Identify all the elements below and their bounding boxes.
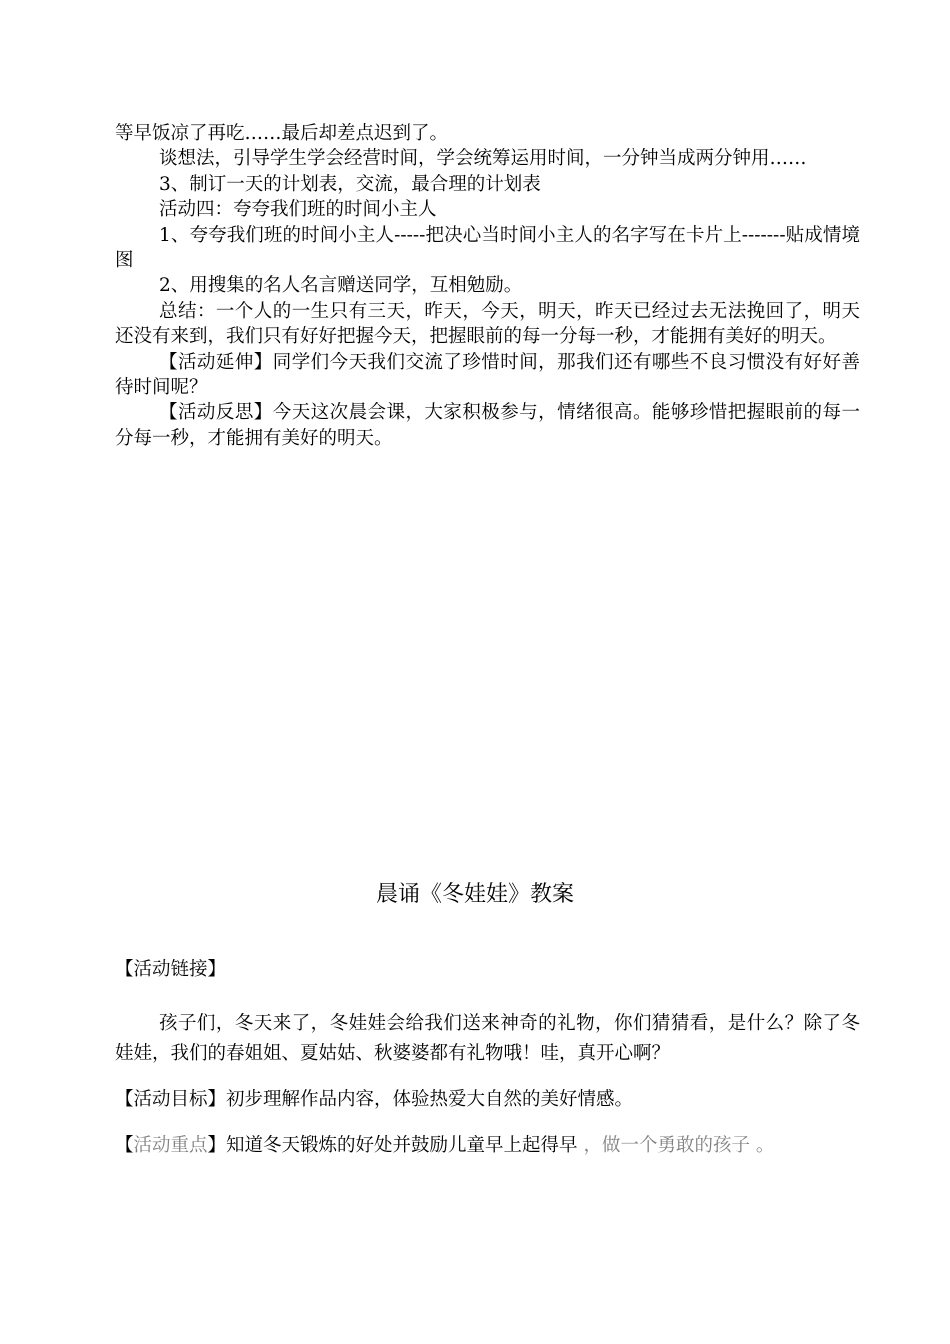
paragraph: 2、用搜集的名人名言赠送同学，互相勉励。 — [159, 275, 523, 297]
extension-text: 同学们今天我们交流了珍惜时间，那我们还有哪些不良习惯没有好好善待时间呢？ — [115, 351, 860, 399]
focus-label: 活动重点 — [133, 1135, 208, 1156]
focus-paragraph — [115, 1131, 860, 1161]
lesson-continuation — [115, 121, 860, 451]
focus-text: 知道冬天锻炼的好处并鼓励儿童早上起得早 — [226, 1135, 578, 1156]
reflection-paragraph — [115, 400, 860, 451]
focus-bracket-open: 【 — [115, 1135, 134, 1156]
lesson-plan-body — [115, 955, 860, 1161]
goal-label: 【活动目标】 — [115, 1089, 227, 1110]
paragraph: 3、制订一天的计划表，交流，最合理的计划表 — [159, 173, 541, 195]
link-heading: 【活动链接】 — [115, 959, 227, 980]
reflection-label: 【活动反思】 — [159, 402, 273, 424]
goal-paragraph — [115, 1085, 860, 1115]
activity-heading: 活动四：夸夸我们班的时间小主人 — [159, 199, 437, 221]
focus-tail: ，做一个勇敢的孩子 。 — [577, 1135, 775, 1156]
paragraph: 谈想法，引导学生学会经营时间，学会统筹运用时间，一分钟当成两分钟用…… — [159, 148, 807, 170]
paragraph: 等早饭凉了再吃……最后却差点迟到了。 — [115, 123, 449, 144]
reflection-text: 今天这次晨会课，大家积极参与，情绪很高。能够珍惜把握眼前的每一分每一秒，才能拥有美好的明天。 — [115, 402, 860, 449]
link-paragraph: 孩子们，冬天来了，冬娃娃会给我们送来神奇的礼物，你们猜猜看，是什么？除了冬娃娃，我们的春姐姐、夏姑姑、秋婆婆都有礼物哦！哇，真开心啊？ — [115, 1013, 860, 1064]
extension-paragraph — [115, 350, 860, 401]
focus-bracket-close: 】 — [207, 1135, 227, 1156]
extension-label: 【活动延伸】 — [159, 351, 273, 373]
paragraph: 1、夸夸我们班的时间小主人-----把决心当时间小主人的名字写在卡片上-------贴成情境图 — [115, 224, 860, 272]
goal-text: 初步理解作品内容，体验热爱大自然的美好情感。 — [226, 1089, 634, 1110]
lesson-title: 晨诵《冬娃娃》教案 — [375, 882, 574, 907]
summary-paragraph: 总结：一个人的一生只有三天，昨天，今天，明天，昨天已经过去无法挽回了，明天还没有来到，我们只有好好把握今天，把握眼前的每一分每一秒，才能拥有美好的明天。 — [115, 300, 860, 348]
